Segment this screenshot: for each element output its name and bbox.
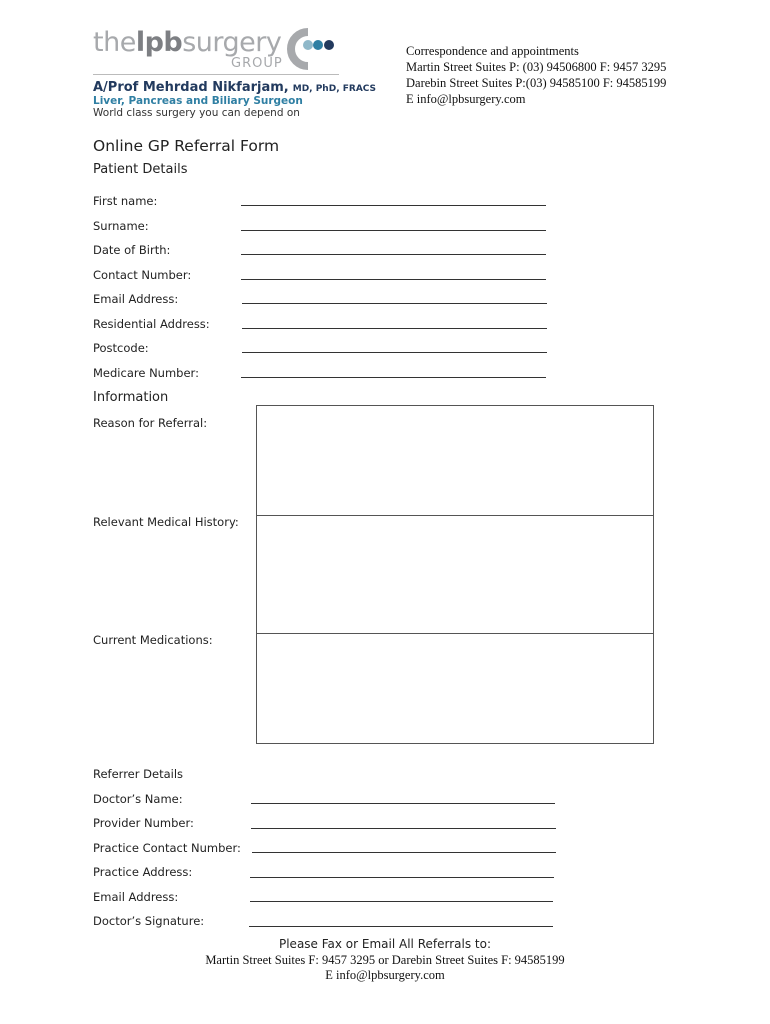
- practice-address-label: Practice Address:: [93, 865, 193, 879]
- postcode-field[interactable]: [242, 352, 547, 353]
- patient-details-heading: Patient Details: [93, 162, 188, 177]
- first-name-label: First name:: [93, 194, 158, 208]
- logo-group-label: GROUP: [231, 56, 283, 71]
- surname-field[interactable]: [241, 230, 546, 231]
- doctor-title: Liver, Pancreas and Biliary Surgeon: [93, 95, 303, 107]
- date-of-birth-label: Date of Birth:: [93, 243, 171, 257]
- contact-martin-street: Martin Street Suites P: (03) 94506800 F: 9457 3295: [406, 60, 667, 74]
- first-name-field[interactable]: [241, 205, 546, 206]
- practice-contact-number-label: Practice Contact Number:: [93, 841, 241, 855]
- footer-email: E info@lpbsurgery.com: [325, 968, 445, 982]
- logo-mark-icon: [278, 28, 338, 70]
- form-title: Online GP Referral Form: [93, 137, 280, 155]
- company-logo: [93, 28, 353, 78]
- referrer-email-label: Email Address:: [93, 890, 179, 904]
- referrer-email-field[interactable]: [250, 901, 553, 902]
- contact-email: E info@lpbsurgery.com: [406, 92, 526, 106]
- provider-number-label: Provider Number:: [93, 816, 194, 830]
- footer-heading: Please Fax or Email All Referrals to:: [278, 937, 491, 951]
- postcode-label: Postcode:: [93, 341, 149, 355]
- logo-wordmark: thelpbsurgery: [93, 27, 282, 58]
- contact-block: [406, 43, 666, 107]
- reason-for-referral-box[interactable]: [256, 405, 654, 517]
- email-address-field[interactable]: [242, 303, 547, 304]
- contact-darebin-street: Darebin Street Suites P:(03) 94585100 F: 94585199: [406, 76, 667, 90]
- doctors-name-label: Doctor’s Name:: [93, 792, 183, 806]
- current-medications-label: Current Medications:: [93, 633, 213, 647]
- referrer-details-heading: Referrer Details: [93, 767, 184, 781]
- doctors-signature-field[interactable]: [249, 926, 553, 927]
- information-heading: Information: [93, 390, 169, 405]
- doctors-signature-label: Doctor’s Signature:: [93, 914, 205, 928]
- practice-address-field[interactable]: [250, 877, 554, 878]
- email-address-label: Email Address:: [93, 292, 179, 306]
- reason-for-referral-label: Reason for Referral:: [93, 416, 208, 430]
- medicare-number-field[interactable]: [241, 377, 546, 378]
- practice-contact-number-field[interactable]: [252, 852, 556, 853]
- doctor-credentials: MD, PhD, FRACS: [292, 84, 377, 94]
- contact-number-field[interactable]: [241, 279, 546, 280]
- footer-fax-numbers: Martin Street Suites F: 9457 3295 or Darebin Street Suites F: 94585199: [205, 953, 565, 967]
- medicare-number-label: Medicare Number:: [93, 366, 199, 380]
- logo-divider: [93, 74, 339, 75]
- contact-number-label: Contact Number:: [93, 268, 192, 282]
- current-medications-box[interactable]: [256, 633, 654, 744]
- medical-history-label: Relevant Medical History:: [93, 515, 239, 529]
- surname-label: Surname:: [93, 219, 149, 233]
- date-of-birth-field[interactable]: [241, 254, 546, 255]
- residential-address-field[interactable]: [242, 328, 547, 329]
- provider-number-field[interactable]: [251, 828, 556, 829]
- tagline: World class surgery you can depend on: [93, 107, 300, 119]
- medical-history-box[interactable]: [256, 515, 654, 635]
- contact-heading: Correspondence and appointments: [406, 44, 579, 58]
- residential-address-label: Residential Address:: [93, 317, 210, 331]
- doctor-name: A/Prof Mehrdad Nikfarjam, MD, PhD, FRACS: [93, 80, 377, 95]
- doctors-name-field[interactable]: [251, 803, 555, 804]
